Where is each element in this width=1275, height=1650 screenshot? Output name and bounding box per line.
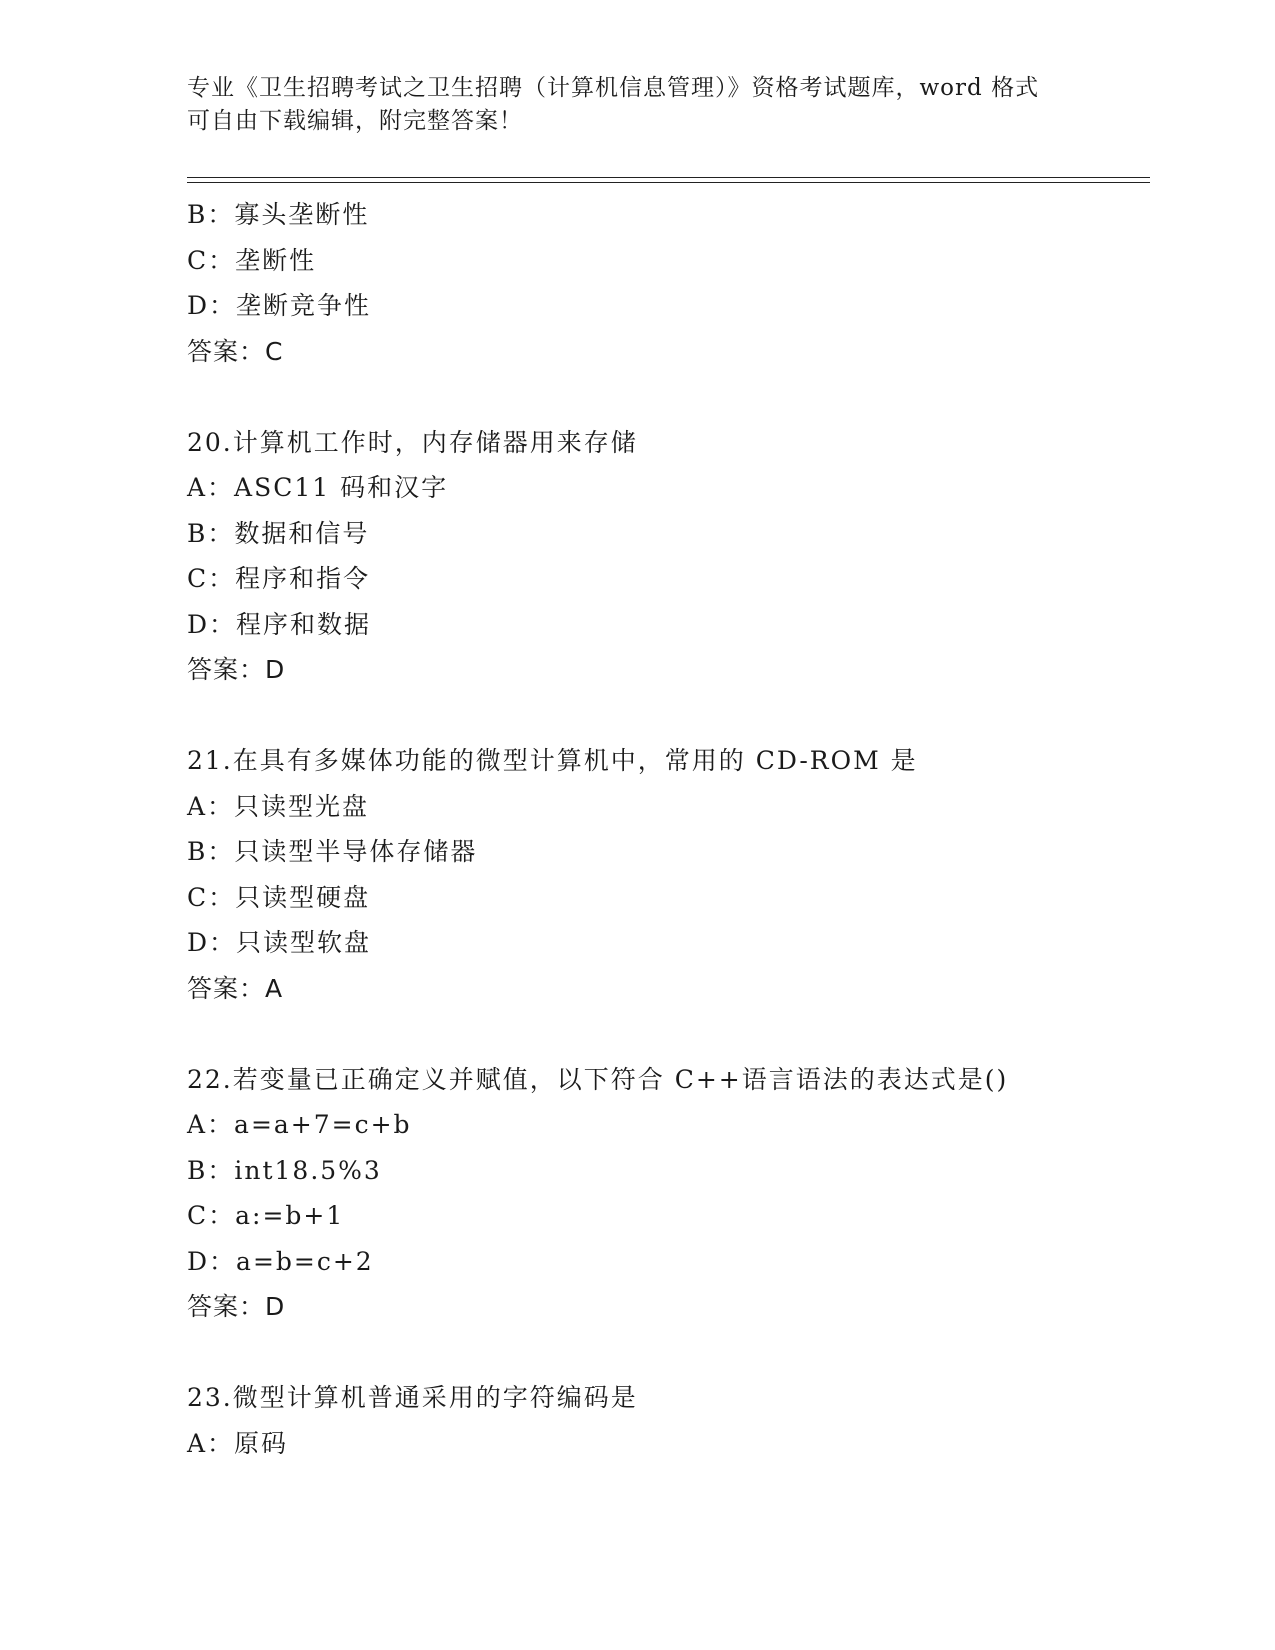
- answer-line: 答案：C: [187, 336, 284, 366]
- option-d: D：只读型软盘: [187, 928, 372, 957]
- question-stem: 20.计算机工作时，内存储器用来存储: [187, 427, 638, 457]
- header-divider-bottom: [187, 182, 1150, 183]
- option-d: D：a=b=c+2: [187, 1246, 374, 1276]
- option-c: C：只读型硬盘: [187, 882, 371, 912]
- block-spacer: [187, 1330, 1147, 1376]
- option-c: C：程序和指令: [187, 564, 371, 593]
- document-header: [187, 72, 1067, 138]
- question-list: [187, 192, 1147, 1466]
- question-block: [187, 738, 1147, 1011]
- option-b: B：数据和信号: [187, 518, 370, 548]
- option-d: D：垄断竞争性: [187, 291, 372, 320]
- block-spacer: [187, 1011, 1147, 1057]
- option-b: B：寡头垄断性: [187, 200, 370, 229]
- option-b: B：只读型半导体存储器: [187, 837, 478, 866]
- option-b: B：int18.5%3: [187, 1155, 382, 1185]
- question-block: [187, 1057, 1147, 1330]
- option-d: D：程序和数据: [187, 609, 372, 639]
- option-a: A：ASC11 码和汉字: [187, 473, 449, 502]
- header-divider-top: [187, 177, 1150, 178]
- question-block: [187, 1375, 1147, 1466]
- option-a: A：原码: [187, 1428, 289, 1458]
- header-line-1: 专业《卫生招聘考试之卫生招聘（计算机信息管理）》资格考试题库，word 格式: [187, 75, 1040, 101]
- answer-line: 答案：A: [187, 973, 284, 1003]
- block-spacer: [187, 693, 1147, 739]
- answer-line: 答案：D: [187, 655, 286, 684]
- question-block: [187, 192, 1147, 374]
- option-a: A：只读型光盘: [187, 791, 370, 821]
- question-stem: 21.在具有多媒体功能的微型计算机中，常用的 CD-ROM 是: [187, 746, 918, 775]
- question-stem: 23.微型计算机普通采用的字符编码是: [187, 1383, 638, 1412]
- option-c: C：垄断性: [187, 245, 317, 275]
- question-block: [187, 420, 1147, 693]
- answer-line: 答案：D: [187, 1292, 286, 1321]
- option-a: A：a=a+7=c+b: [187, 1110, 412, 1139]
- question-stem: 22.若变量已正确定义并赋值，以下符合 C++语言语法的表达式是(): [187, 1064, 1009, 1094]
- option-c: C：a:=b+1: [187, 1201, 345, 1230]
- header-line-2: 可自由下载编辑，附完整答案！: [187, 108, 523, 134]
- block-spacer: [187, 374, 1147, 420]
